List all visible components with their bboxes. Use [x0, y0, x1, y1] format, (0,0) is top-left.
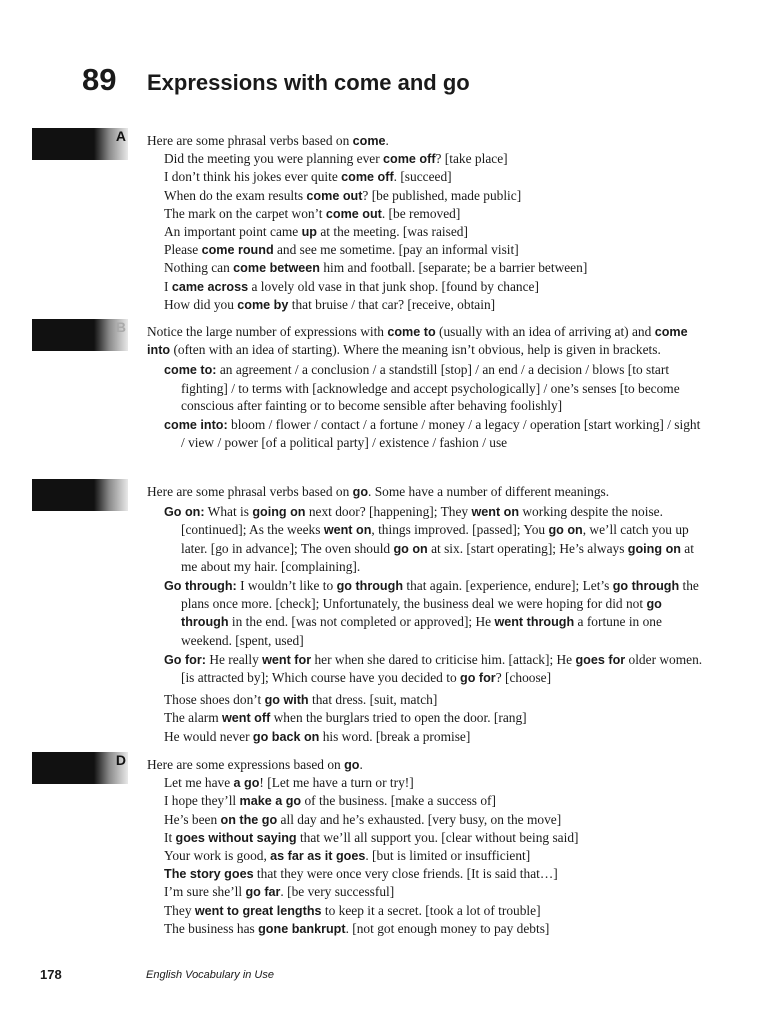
- come-to-list: come to: an agreement / a conclusion / a standstill [stop] / an end / a decision / blows [to start fighting] / to terms with [acknowledge and accept psychologically] / one’s senses [to become conscious after fainting or to become sensible after behaving foolishly]: [164, 362, 680, 413]
- section-d-intro: Here are some expressions based on go.: [147, 757, 363, 772]
- example-line: He’s been on the go all day and he’s exhausted. [very busy, on the move]: [164, 811, 562, 827]
- book-title: English Vocabulary in Use: [146, 969, 274, 981]
- go-through-entry: Go through: I wouldn’t like to go through that again. [experience, endure]; Let’s go through the plans once more. [check]; Unfortunately, the business deal we were hoping for did not go through in the end. [was not completed or approved]; He went through a fortune in one weekend. [spent, used]: [164, 578, 699, 648]
- example-line: An important point came up at the meeting. [was raised]: [164, 224, 468, 240]
- example-line: I don’t think his jokes ever quite come off. [succeed]: [164, 169, 452, 185]
- section-a-letter: A: [115, 128, 126, 144]
- example-line: The business has gone bankrupt. [not got enough money to pay debts]: [164, 920, 550, 936]
- example-line: I’m sure she’ll go far. [be very successful]: [164, 884, 395, 900]
- section-d-tab: [32, 752, 128, 784]
- section-d: [147, 756, 707, 938]
- section-d-letter: D: [115, 752, 126, 768]
- example-line: I hope they’ll make a go of the business. [make a success of]: [164, 793, 496, 809]
- come-into-list: come into: bloom / flower / contact / a fortune / money / a legacy / operation [start working] / sight / view / power [of a political party] / existence / fashion / use: [164, 417, 701, 451]
- section-b-tab: [32, 319, 128, 351]
- example-line: He would never go back on his word. [break a promise]: [164, 728, 471, 744]
- go-on-entry: Go on: What is going on next door? [happening]; They went on working despite the noise. [continued]; As the weeks went on, things improved. [passed]; You go on, we’ll catch you up later. [go in advance]; The oven should go on at six. [start operating]; He’s always going on at me about my hair. [complaining].: [164, 504, 694, 574]
- example-line: How did you come by that bruise / that car? [receive, obtain]: [164, 296, 496, 312]
- section-a-tab: [32, 128, 128, 160]
- page-number: 178: [40, 967, 62, 982]
- example-line: It goes without saying that we’ll all support you. [clear without being said]: [164, 829, 579, 845]
- example-line: Your work is good, as far as it goes. [but is limited or insufficient]: [164, 848, 531, 864]
- go-for-entry: Go for: He really went for her when she dared to criticise him. [attack]; He goes for older women. [is attracted by]; Which course have you decided to go for? [choose]: [164, 651, 703, 686]
- example-line: Please come round and see me sometime. [pay an informal visit]: [164, 242, 519, 258]
- section-b-letter: B: [115, 319, 126, 335]
- example-line: They went to great lengths to keep it a secret. [took a lot of trouble]: [164, 902, 541, 918]
- section-b: [147, 323, 707, 451]
- section-b-intro: Notice the large number of expressions with come to (usually with an idea of arriving at) and come into (often with an idea of starting). Where the meaning isn’t obvious, help is given in brackets.: [147, 324, 688, 358]
- example-line: When do the exam results come out? [be published, made public]: [164, 187, 522, 203]
- section-a-intro: Here are some phrasal verbs based on come.: [147, 133, 389, 148]
- example-line: I came across a lovely old vase in that junk shop. [found by chance]: [164, 278, 539, 294]
- unit-title: Expressions with come and go: [147, 70, 470, 95]
- section-c-intro: Here are some phrasal verbs based on go. Some have a number of different meanings.: [147, 484, 610, 499]
- section-c-tab: [32, 479, 128, 511]
- example-line: Let me have a go! [Let me have a turn or try!]: [164, 775, 414, 791]
- example-line: Nothing can come between him and football. [separate; be a barrier between]: [164, 260, 588, 276]
- example-line: The story goes that they were once very close friends. [It is said that…]: [164, 866, 558, 882]
- example-line: The mark on the carpet won’t come out. [be removed]: [164, 205, 461, 221]
- example-line: The alarm went off when the burglars tried to open the door. [rang]: [164, 710, 527, 726]
- section-a: [147, 132, 707, 314]
- unit-number: 89: [82, 62, 117, 97]
- section-c: [147, 483, 707, 746]
- example-line: Those shoes don’t go with that dress. [suit, match]: [164, 692, 438, 708]
- section-c-letter: [116, 479, 126, 495]
- example-line: Did the meeting you were planning ever come off? [take place]: [164, 151, 508, 167]
